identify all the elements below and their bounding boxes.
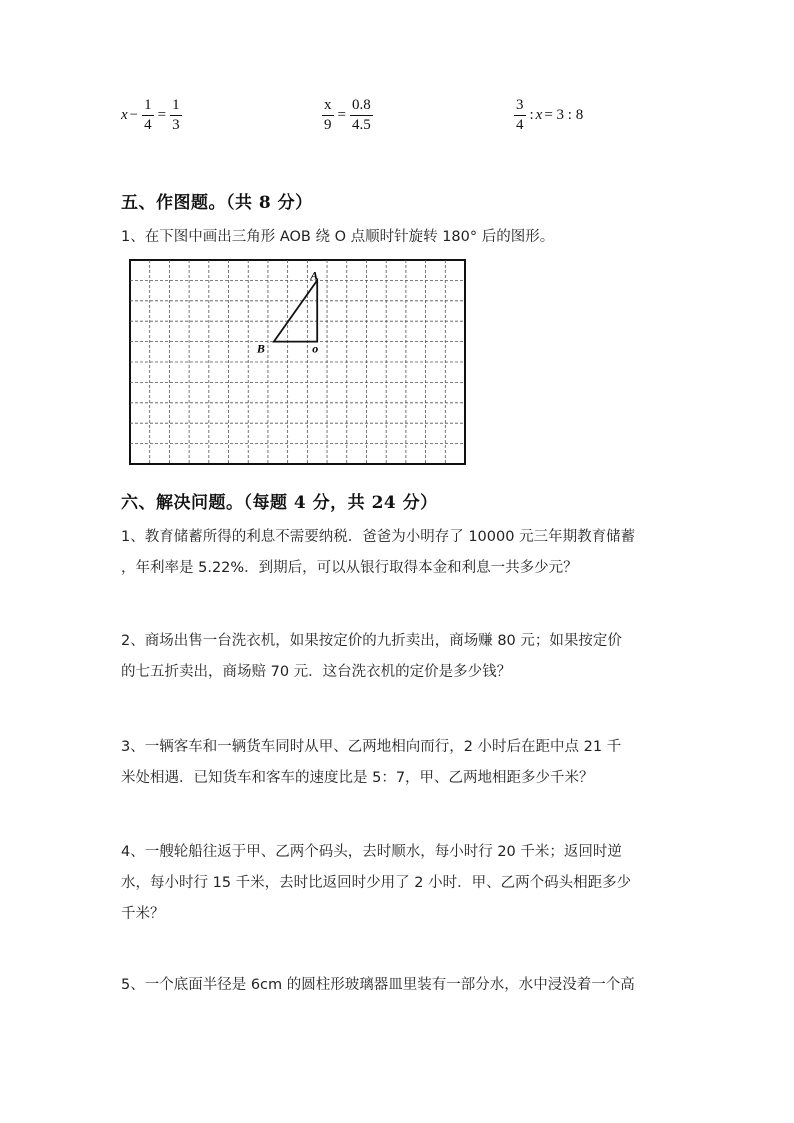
- section-6-question-1: [121, 522, 677, 584]
- equation-3: [512, 98, 585, 133]
- section-6-question-5: [121, 970, 677, 1001]
- eq1-denominator-left: 4: [144, 117, 152, 133]
- equation-1: [121, 98, 184, 133]
- eq1-numerator-left: 1: [142, 98, 154, 116]
- section-5-question-1: 1、在下图中画出三角形 AOB 绕 O 点顺时针旋转 180° 后的图形。: [121, 229, 555, 245]
- q1-line-2: ，年利率是 5.22%．到期后，可以从银行取得本金和利息一共多少元？: [121, 560, 578, 576]
- eq1-denominator-right: 3: [172, 117, 180, 133]
- q4-line-2: 水，每小时行 15 千米，去时比返回时少用了 2 小时．甲、乙两个码头相距多少: [121, 875, 632, 891]
- equation-2: [320, 98, 375, 133]
- eq2-fraction-right: [350, 98, 373, 133]
- eq2-numerator-left: x: [322, 98, 334, 116]
- label-b: B: [256, 341, 265, 356]
- eq2-denominator-right: 4.5: [351, 117, 371, 133]
- q4-line-3: 千米？: [121, 906, 165, 922]
- section-6-title: 六、解决问题。（每题 4 分，共 24 分）: [121, 493, 438, 513]
- section-6-question-3: [121, 732, 677, 794]
- eq1-fraction-left: [142, 98, 154, 133]
- eq3-numerator: 3: [514, 98, 526, 116]
- grid-svg: [129, 259, 466, 465]
- eq3-variable: x: [535, 107, 543, 123]
- eq3-denominator: 4: [516, 117, 524, 133]
- eq3-fraction: [514, 98, 526, 133]
- eq2-denominator-left: 9: [324, 117, 332, 133]
- eq1-variable: x: [121, 107, 128, 123]
- q3-line-1: 3、一辆客车和一辆货车同时从甲、乙两地相向而行，2 小时后在距中点 21 千: [121, 739, 622, 755]
- section-6-question-4: [121, 837, 677, 930]
- equations-row: [0, 96, 794, 140]
- eq2-fraction-left: [322, 98, 334, 133]
- eq3-colon: :: [529, 107, 534, 123]
- label-a: A: [310, 268, 319, 283]
- q4-line-1: 4、一艘轮船往返于甲、乙两个码头，去时顺水，每小时行 20 千米；返回时逆: [121, 844, 622, 860]
- section-6-question-2: [121, 626, 677, 688]
- eq2-equals: =: [337, 107, 346, 123]
- q2-line-2: 的七五折卖出，商场赔 70 元．这台洗衣机的定价是多少钱？: [121, 664, 512, 680]
- eq2-numerator-right: 0.8: [350, 98, 373, 116]
- drawing-grid: [129, 259, 466, 469]
- q3-line-2: 米处相遇．已知货车和客车的速度比是 5：7，甲、乙两地相距多少千米？: [121, 770, 594, 786]
- eq3-rest: = 3 : 8: [544, 107, 584, 123]
- label-o: o: [312, 341, 319, 356]
- section-5-title: 五、作图题。（共 8 分）: [121, 193, 313, 213]
- eq1-fraction-right: [170, 98, 182, 133]
- q5-line-1: 5、一个底面半径是 6cm 的圆柱形玻璃器皿里装有一部分水，水中浸没着一个高: [121, 977, 635, 993]
- eq1-minus: −: [129, 107, 139, 123]
- q1-line-1: 1、教育储蓄所得的利息不需要纳税．爸爸为小明存了 10000 元三年期教育储蓄: [121, 529, 636, 545]
- q2-line-1: 2、商场出售一台洗衣机，如果按定价的九折卖出，商场赚 80 元；如果按定价: [121, 633, 622, 649]
- eq1-numerator-right: 1: [170, 98, 182, 116]
- eq1-equals: =: [157, 107, 167, 123]
